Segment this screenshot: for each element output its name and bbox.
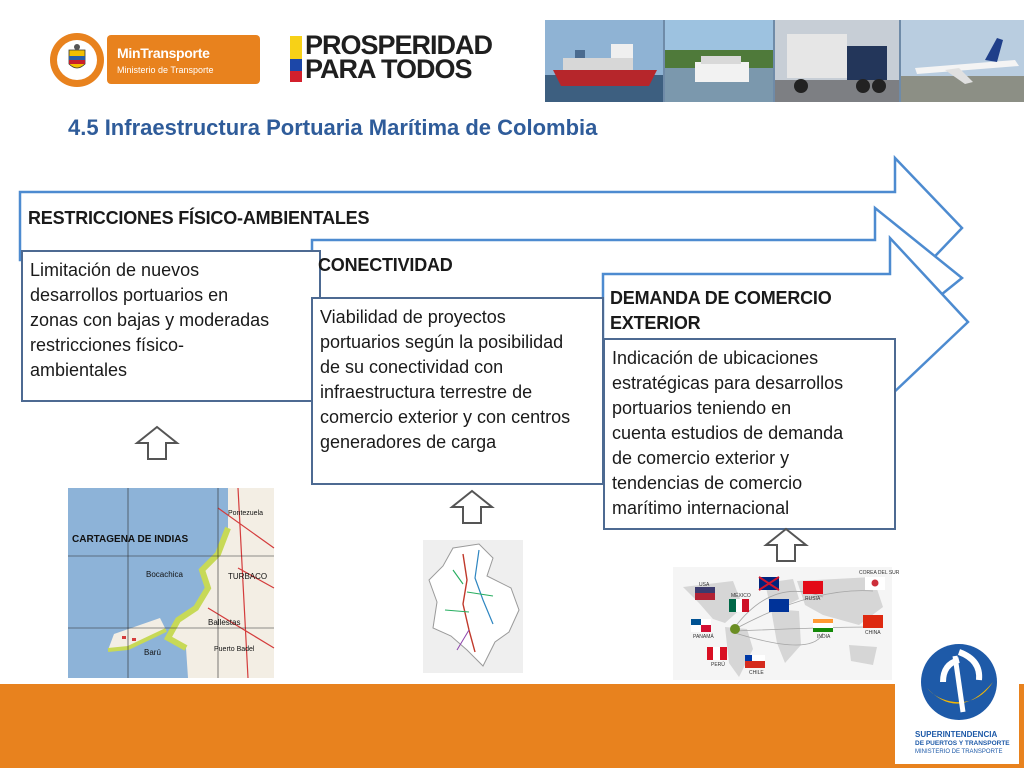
world-label-peru: PERÚ [711, 662, 725, 668]
world-label-rusia: RUSIA [805, 596, 821, 602]
block-box-conectividad [311, 297, 604, 485]
logo-line-1: SUPERINTENDENCIA [915, 730, 998, 739]
block-heading-restricciones: RESTRICCIONES FÍSICO-AMBIENTALES [28, 208, 370, 228]
text-line: de comercio exterior y [612, 448, 790, 468]
heading-line: DEMANDA DE COMERCIO [610, 288, 832, 308]
logo-line-3: MINISTERIO DE TRANSPORTE [915, 749, 1003, 755]
block-body-restricciones [30, 258, 269, 383]
map-label-cartagena: CARTAGENA DE INDIAS [72, 534, 189, 545]
text-line: portuarios según la posibilidad [320, 332, 564, 352]
map-label-pontezuela: Pontezuela [228, 510, 264, 517]
block-heading-conectividad: CONECTIVIDAD [318, 255, 453, 275]
text-line: cuenta estudios de demanda [612, 423, 844, 443]
map-label-bocachica: Bocachica [146, 570, 183, 579]
map-label-baru: Barú [144, 648, 161, 657]
map-label-turbaco: TURBACO [228, 572, 268, 581]
text-line: restricciones físico- [30, 335, 185, 355]
text-line: marítimo internacional [612, 498, 790, 518]
ministry-seal [50, 33, 104, 87]
block-body-conectividad [320, 305, 570, 455]
map-label-puerto-badel: Puerto Badel [214, 646, 255, 653]
heading-line: EXTERIOR [610, 313, 701, 333]
world-trade-map [673, 567, 900, 680]
slogan-line-1: PROSPERIDAD [305, 30, 493, 60]
ministry-logo [107, 35, 260, 84]
cartagena-map [68, 488, 274, 678]
block-body-demanda [612, 346, 843, 521]
slide-title: 4.5 Infraestructura Portuaria Marítima de Colombia [68, 115, 598, 140]
world-label-china: CHINA [865, 630, 881, 636]
ministry-name: MinTransporte [117, 45, 210, 61]
superintendencia-logo [895, 624, 1019, 764]
text-line: comercio exterior y con centros [320, 407, 571, 427]
up-arrow-icon [134, 425, 180, 461]
text-line: desarrollos portuarios en [30, 285, 229, 305]
text-line: estratégicas para desarrollos [612, 373, 844, 393]
text-line: Limitación de nuevos [30, 260, 200, 280]
world-label-chile: CHILE [749, 670, 764, 676]
world-label-panama: PANAMÁ [693, 634, 714, 640]
logo-line-2: DE PUERTOS Y TRANSPORTE [915, 740, 1010, 747]
world-label-usa: USA [699, 582, 710, 588]
text-line: ambientales [30, 360, 128, 380]
text-line: generadores de carga [320, 432, 497, 452]
world-label-corea: COREA DEL SUR [859, 570, 900, 576]
text-line: portuarios teniendo en [612, 398, 792, 418]
world-label-india: INDIA [817, 634, 831, 640]
block-heading-demanda [610, 286, 832, 336]
map-label-ballestas: Ballestas [208, 618, 241, 627]
up-arrow-icon [449, 489, 495, 525]
text-line: de su conectividad con [320, 357, 504, 377]
superintendencia-emblem-icon [919, 642, 999, 722]
text-line: Viabilidad de proyectos [320, 307, 506, 327]
colombia-road-map [423, 540, 523, 673]
text-line: tendencias de comercio [612, 473, 803, 493]
block-box-demanda [603, 338, 896, 530]
slogan [305, 30, 493, 84]
colombia-flag-icon [290, 36, 302, 82]
ministry-subtitle: Ministerio de Transporte [117, 65, 214, 75]
transport-photo-strip [545, 20, 1024, 102]
text-line: infraestructura terrestre de [320, 382, 533, 402]
footer-band [0, 684, 1024, 768]
text-line: zonas con bajas y moderadas [30, 310, 270, 330]
block-box-restricciones [21, 250, 321, 402]
up-arrow-icon [763, 527, 809, 563]
slogan-line-2: PARA TODOS [305, 54, 472, 84]
text-line: Indicación de ubicaciones [612, 348, 819, 368]
world-label-mexico: MÉXICO [731, 593, 751, 599]
